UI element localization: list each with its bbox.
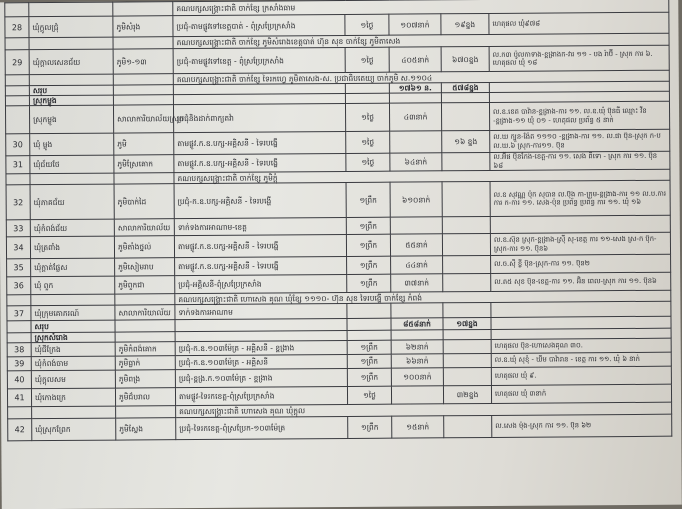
cell-households — [444, 415, 492, 437]
cell-boundary: ប្រជុំ-ក.ឧ.១០៣ម៉ែត្រ - អគ្គិសនី — [175, 354, 347, 369]
cell-households: ៣២ខ្នង — [443, 385, 491, 403]
cell-duration — [345, 83, 389, 93]
cell-village: សាលាការិយាល័យ — [115, 305, 175, 320]
cell-village — [113, 2, 173, 16]
cell-commune: ឃុំកំពង់ជ័យ — [30, 219, 114, 237]
cell-no — [5, 75, 29, 86]
cell-households — [443, 329, 491, 339]
subheader-text: គណបក្សសង្គ្រោះជាតិ ចាក់ខ្សែ ភូមិសំរោងខេត្តបាត់ ហ៊ុន សុខ ចាក់ខ្សែ ភូមិតាសេង — [173, 33, 669, 48]
subheader-text: គណបក្សសង្គ្រោះជាតិ ចាក់ខ្សែ ទៃរកហ្វេ ភូមិតាសេង-ស. ប្រជាធិបតេយ្យ ចាក់ភូមិ ស.១១០៤ — [173, 70, 669, 84]
cell-commune: ឃុំត្រពាំង — [30, 236, 114, 259]
cell-households — [443, 353, 491, 367]
cell-no: 38 — [7, 343, 31, 357]
cell-households — [442, 216, 490, 233]
cell-boundary: ប្រជុំ-ខ្ពង្រ.ក.១០៣ម៉ែត្រ - ខ្ពង្រាង — [175, 368, 347, 387]
cell-no: 29 — [5, 50, 29, 75]
cell-inhabitants: ៤៤នាក់ — [391, 256, 443, 274]
cell-no — [7, 333, 31, 343]
cell-commune — [30, 173, 114, 185]
cell-note: ល.ឧ សុវណ្ណ ប៉ុក សុបាន ល.ប៊ុង កា-ក្រុម-ខ្ពង្រាង-ការ ១១ ល.ប.ការ ការ ក-ការ ១១. សេង-ប៉ុន ប្រព័ន្ធ ប្រព័ន្ធ ការ ១១. ឃុំ ១៦ — [490, 180, 670, 216]
cell-village: សាលាការិយាល័យ — [114, 219, 174, 236]
cell-no — [5, 86, 29, 96]
cell-no — [7, 321, 31, 333]
cell-village: ភូមិសំរុង — [113, 16, 173, 37]
cell-village — [115, 320, 175, 332]
cell-no: 39 — [7, 357, 31, 371]
cell-commune — [29, 37, 113, 50]
cell-inhabitants — [390, 131, 442, 153]
report-table — [4, 0, 672, 441]
cell-no: 36 — [7, 277, 31, 295]
cell-duration: ១ថ្ងៃ — [345, 14, 389, 35]
cell-no: 32 — [6, 185, 30, 220]
cell-inhabitants — [391, 303, 443, 318]
cell-no — [5, 38, 29, 50]
cell-inhabitants: ៤០៥នាក់ — [389, 47, 441, 72]
cell-village: ភូមិពួកជា — [115, 276, 175, 294]
cell-note — [490, 215, 670, 233]
cell-boundary: ទាក់ទងការអាណាម-ខេត្ត — [174, 217, 346, 235]
cell-commune: ឃុំកោងក្រេ — [31, 388, 115, 407]
cell-village — [115, 332, 175, 342]
cell-households — [441, 92, 489, 102]
cell-households: ៦៧០ខ្នង — [441, 46, 489, 71]
cell-commune: ឃុំជ័យថែ — [30, 155, 114, 174]
cell-note: ហេតុផល ឃុំ៩៧៨ — [489, 12, 669, 34]
cell-note: ហេតុផល ឃុំ ៩. — [491, 366, 671, 385]
cell-inhabitants — [390, 217, 442, 234]
cell-commune — [29, 74, 113, 86]
table-row — [8, 414, 672, 441]
cell-no — [7, 295, 31, 306]
subheader-text: គណបក្សសង្គ្រោះជាតិ ចាក់ខ្សែ ក្រសាំងធាម — [173, 0, 669, 16]
cell-village: ភូមិ — [114, 133, 174, 155]
cell-no — [6, 174, 30, 185]
cell-village — [113, 85, 173, 95]
cell-inhabitants: ៥៥នាក់ — [390, 234, 442, 256]
cell-no: 41 — [7, 389, 31, 407]
cell-note: ល.ឧ.ឃុំ សុខុំ - ឃីម បាវ៉ារាន - ខេត្ត ការ ១១. ឃុំ ៦ នាក់ — [491, 352, 671, 367]
cell-boundary: តាមផ្លូវ.ក.ឧ.បក្ស-អគ្គិសនី - ទៃរបង្ហើ — [174, 234, 346, 257]
cell-households — [443, 255, 491, 273]
cell-no — [5, 3, 29, 17]
cell-commune: ឃុំក្ដូលជ្រុំ — [29, 16, 113, 38]
cell-village: ភូមិតាំងថ្នល់ — [114, 236, 174, 258]
cell-duration — [347, 330, 391, 340]
cell-village — [116, 406, 176, 418]
table-body — [5, 0, 672, 441]
cell-commune: ឃុំភាគជ័យ — [30, 184, 114, 220]
cell-boundary: ប្រជុំ-ក.ឧ.១០៣ម៉ែត្រ - អគ្គិសនី - ខ្ពង្រាង — [175, 340, 347, 355]
cell-commune: ឃុំស្រុកព្រែក — [32, 418, 116, 441]
cell-village — [113, 37, 173, 49]
cell-households: ១៧ខ្នង — [443, 317, 491, 329]
cell-village — [113, 95, 173, 105]
cell-duration: ១ថ្ងៃ — [345, 103, 389, 131]
cell-duration: ១ព្រឹក — [347, 256, 391, 274]
cell-households: ១៩ខ្នង — [441, 13, 489, 34]
cell-inhabitants: ៦១០នាក់ — [390, 182, 442, 217]
cell-note — [491, 301, 671, 317]
cell-boundary: ប្រជុំ-អគ្គិសនី-ពុំស្រប្រែក្រសាំង — [175, 274, 347, 293]
cell-no: 31 — [6, 156, 30, 174]
cell-inhabitants — [389, 93, 441, 103]
cell-duration — [347, 303, 391, 318]
table-row — [6, 180, 670, 220]
cell-households — [442, 233, 490, 255]
cell-duration: ១ព្រឹក — [347, 274, 391, 292]
cell-no: 42 — [8, 419, 32, 441]
cell-note: ល.ឃ ក្បួន-ង៉ែត ១១១០ -ខ្ពង្រាង-ការ ១១. ល.ផា ប៊ុន-ស្រុក ក-ប ល.ឃ.៦ ស្រុក-ការ១១. ប៊ុន — [490, 129, 670, 152]
cell-duration — [347, 318, 391, 330]
cell-duration: ១ព្រឹក — [347, 368, 391, 386]
subheader-text: គណបក្សសង្គ្រោះជាតិ ហោសេង គុណ ឃុំក្ដុល — [176, 402, 672, 417]
cell-duration: ១ថ្ងៃ — [345, 47, 389, 72]
cell-duration: ១ព្រឹក — [346, 217, 390, 234]
cell-commune — [31, 294, 115, 306]
cell-households — [443, 367, 491, 385]
cell-no — [8, 407, 32, 419]
subheader-text: គណបក្សសង្គ្រោះជាតិ ចាក់ខ្សែ ភូមិក្ដុំ — [174, 169, 670, 183]
cell-commune: ឃុំជីក្រែង — [31, 342, 115, 357]
cell-village — [115, 294, 175, 305]
cell-commune: ស្រុកសំរោង — [31, 332, 115, 343]
cell-no: 28 — [5, 17, 29, 38]
cell-households — [443, 302, 491, 317]
cell-households — [442, 152, 490, 170]
cell-village — [114, 173, 174, 184]
cell-village: ភូមិពង្រ — [115, 370, 175, 388]
cell-inhabitants: ៦២នាក់ — [391, 340, 443, 354]
cell-duration: ១ព្រឹក — [346, 234, 390, 256]
cell-duration: ១ព្រឹក — [347, 354, 391, 368]
cell-boundary: ទាក់ទងការអាណាម — [175, 303, 347, 319]
cell-village: ភូមិបាក់ដៃ — [114, 184, 174, 219]
cell-no: 33 — [6, 220, 30, 237]
cell-inhabitants: ៦៦នាក់ — [391, 354, 443, 368]
cell-village: ភូមិស្លែង — [116, 418, 176, 440]
cell-inhabitants: ៦៤នាក់ — [390, 153, 442, 171]
cell-inhabitants: ១០០នាក់ — [391, 368, 443, 386]
cell-boundary: ប្រជុំ-តាមផ្លូវទៅខេត្តបាត់ - ពុំស្រប្រែក្រសាំង — [173, 14, 345, 36]
cell-commune — [32, 406, 116, 419]
cell-inhabitants: ១០៧នាក់ — [389, 14, 441, 35]
cell-inhabitants: ១៥នាក់ — [392, 416, 444, 438]
cell-inhabitants: ៤៣នាក់ — [389, 103, 441, 131]
cell-note: ល.ឧ.ខេត បាវ៉ាន-ខ្ពង្រាង-ការ ១១. ល.ឧ.ឃុំ ប៊ុនធី ឈ្មោះ វីន -ខ្ពង្រាង-១១ ឃុំ ០១ - ហេតុផល ប្រព័ន្ធ ៥ នាក់ — [489, 101, 669, 130]
cell-boundary: តាមផ្លូវ.ក.ឧ.បក្ស-អគ្គិសនី - ទៃរបង្ហើ — [175, 256, 347, 275]
cell-village: ភូមិ១-១៣ — [113, 49, 173, 74]
cell-commune — [29, 2, 113, 17]
cell-households — [443, 273, 491, 291]
cell-commune: ឃុំក្ដាត់ផ្លែស — [31, 258, 115, 277]
cell-inhabitants: ៣៧នាក់ — [391, 274, 443, 292]
cell-commune: ឃុំ ម្លូង — [30, 133, 114, 156]
cell-boundary: ប្រជុំ-តាមផ្លូវទៅខេត្ត - ពុំស្រប្រែក្រសាំង — [173, 47, 345, 73]
cell-boundary: ប្រជុំនិងដាក់ពាក្យតវ៉ា — [173, 103, 345, 132]
cell-village: សាលាការិយាល័យស្រុក — [113, 105, 173, 133]
cell-commune: ស្រុកម្លូង — [29, 105, 113, 134]
cell-village: ភូមិជ៏បរាល — [115, 388, 175, 406]
cell-no — [5, 106, 29, 134]
cell-no: 30 — [6, 134, 30, 156]
cell-note: ល.សេង ម៉ុង-ស្រុក ការ ១១. ប៊ុន ៦២ — [492, 414, 672, 437]
cell-inhabitants — [391, 386, 443, 404]
cell-note: ហេតុផល ឃុំ ៣នាក់ — [491, 384, 671, 403]
cell-village: ភូមិស្រែគោក — [114, 155, 174, 173]
cell-boundary: តាមផ្លូវ.ក.ឧ.បក្ស-អគ្គិសនី - ទៃរបង្ហើ — [174, 131, 346, 154]
cell-households — [441, 102, 489, 130]
cell-no — [5, 96, 29, 106]
cell-village: ភូមិសៀមរាប — [115, 258, 175, 276]
cell-village: ភូមិធ្លាក់ — [115, 356, 175, 370]
cell-commune: សរុប — [31, 320, 115, 333]
cell-duration: ១ថ្ងៃ — [346, 153, 390, 171]
cell-commune: ឃុំក្រុមគោភរណ៍ — [31, 305, 115, 321]
subheader-text: គណបក្សសង្គ្រោះជាតិ ហោសេង គុណ ឃុំខ្សែ ១១១០- ហ៊ុន សុខ ទៃរបង្ហើ ចាក់ខ្សែ កំពង់ — [175, 290, 671, 304]
cell-no: 37 — [7, 306, 31, 321]
cell-duration: ១ព្រឹក — [347, 340, 391, 354]
cell-duration: ១ថ្ងៃ — [347, 386, 391, 404]
cell-inhabitants — [391, 330, 443, 340]
cell-note: ល.អ៊ីផ ប៊ុនកែង-ខេត្ត-ការ ១១. សេង ពិទោ - ស្រុក ការ ១១. ប៊ុន ៦៨ — [490, 151, 670, 170]
cell-no: 34 — [6, 237, 30, 259]
cell-inhabitants: ១៧៦១ ន. — [389, 83, 441, 93]
cell-no: 35 — [7, 259, 31, 277]
cell-note: ល.ត៥ សុខ ប៊ុន-ខេត្ត-ការ ១១. អ៊ិន ពេល-ស្រុក ការ ១១. ប៊ុន៦ — [491, 272, 671, 291]
cell-note: ល.ក៣ ប៉ូលកាទាង-ខ្ពង្រាងក-វារ ១១ - បង រ៉ាប៊ី - ស្រុក ការ ៦. ហេតុផល ឃុំ ១៨ — [489, 45, 669, 71]
cell-note: ល.ច.ស៊ី ខ្លី ប៊ុន-ស្រុក-ការ ១១. ប៊ុន២ — [491, 254, 671, 273]
cell-boundary: តាមផ្លូវ-ទៃរកខេត្ត-ពុំស្រប្រែក្រសាំង — [175, 386, 347, 405]
cell-households: ៥៧៨ខ្នង — [441, 82, 489, 92]
cell-note: ហេតុផល ប៊ុន-ហោសេងគុណ ៣០. — [491, 338, 671, 353]
cell-duration: ១ព្រឹក — [348, 416, 392, 438]
cell-duration — [345, 93, 389, 103]
cell-village — [113, 74, 173, 85]
cell-boundary: ប្រជុំ-ទៃរកខេត្ត-ពុំស្រប្រែក-១០៣ម៉ែត្រ — [176, 416, 348, 439]
cell-households: ១៦ ខ្នង — [442, 130, 490, 152]
cell-inhabitants: ៨៥៨នាក់ — [391, 318, 443, 330]
cell-commune: ឃុំក្ដាលសេនជ័យ — [29, 49, 113, 75]
cell-commune: ស្រុកម្លូង — [29, 95, 113, 106]
cell-note: ល.ឧ.ស៊ុន ស្រុក-ខ្ពង្រាង-ស្រ៊ី សុ-ខេត្ត ការ ១១-សេង ស្រ-ក ប៊ុក-ស្រុក-ការ ១១. ប៊ុន៦ — [490, 232, 670, 255]
cell-commune: សរុប — [29, 85, 113, 96]
cell-duration: ១ថ្ងៃ — [346, 131, 390, 153]
cell-households — [443, 339, 491, 353]
cell-commune: ឃុំកំពង់ចាម — [31, 356, 115, 371]
cell-commune: ឃុំ ពួក — [31, 276, 115, 295]
cell-households — [442, 181, 490, 216]
cell-no: 40 — [7, 371, 31, 389]
cell-boundary: តាមផ្លូវ.ក.ឧ.បក្ស-អគ្គិសនី - ទៃរបង្ហើ — [174, 153, 346, 172]
cell-boundary: ប្រជុំ-ក.ឧ.បក្ស-អគ្គិសនី - ទៃរបង្ហើ — [174, 182, 346, 218]
cell-commune: ឃុំក្ដុលសម — [31, 370, 115, 389]
cell-duration: ១ព្រឹក — [346, 182, 390, 217]
cell-village: ភូមិកំពង់គោក — [115, 342, 175, 356]
